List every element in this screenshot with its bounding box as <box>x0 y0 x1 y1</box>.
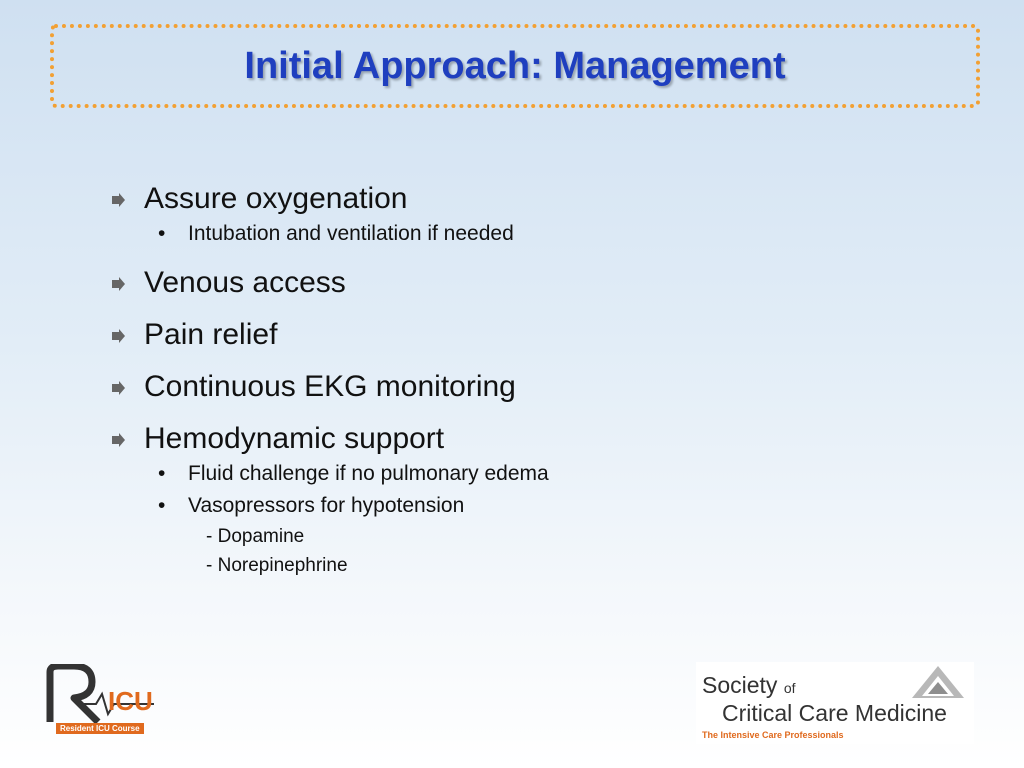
ricu-logo <box>44 664 164 740</box>
bullet-dot: • <box>158 222 166 245</box>
svg-text:ICU: ICU <box>108 686 153 716</box>
slide-content <box>110 180 910 580</box>
bullet-item <box>110 264 910 302</box>
sub-sub-item: - Norepinephrine <box>206 555 348 576</box>
sub-bullet-text: Intubation and ventilation if needed <box>188 222 514 245</box>
slide-title: Initial Approach: Management <box>244 44 786 87</box>
ricu-mark-icon <box>44 664 164 724</box>
sub-sub-item: - Dopamine <box>206 526 305 547</box>
bullet-item <box>110 368 910 406</box>
sccm-of: of <box>783 680 796 696</box>
ricu-tagline: Resident ICU Course <box>56 723 144 734</box>
arrow-bullet-icon <box>110 380 126 396</box>
arrow-bullet-icon <box>110 192 126 208</box>
bullet-item <box>110 420 910 458</box>
sub-bullet-item <box>110 458 910 490</box>
sccm-tagline: The Intensive Care Professionals <box>702 730 844 740</box>
sub-bullet-item <box>110 490 910 522</box>
bullet-dot: • <box>158 494 166 517</box>
bullet-dot: • <box>158 462 166 485</box>
bullet-text: Continuous EKG monitoring <box>144 370 516 403</box>
arrow-bullet-icon <box>110 328 126 344</box>
sccm-triangle-icon <box>910 664 966 700</box>
bullet-text: Pain relief <box>144 318 278 351</box>
bullet-text: Hemodynamic support <box>144 422 445 455</box>
title-box <box>50 24 980 108</box>
sccm-line1: Society of <box>702 672 796 698</box>
arrow-bullet-icon <box>110 276 126 292</box>
sub-bullet-text: Vasopressors for hypotension <box>188 494 465 517</box>
bullet-item <box>110 316 910 354</box>
bullet-text: Assure oxygenation <box>144 182 408 215</box>
bullet-item <box>110 180 910 218</box>
arrow-bullet-icon <box>110 432 126 448</box>
sub-bullet-item <box>110 218 910 250</box>
sccm-line2: Critical Care Medicine <box>722 700 947 726</box>
sub-bullet-text: Fluid challenge if no pulmonary edema <box>188 462 549 485</box>
sccm-logo <box>696 662 974 744</box>
bullet-text: Venous access <box>144 266 346 299</box>
